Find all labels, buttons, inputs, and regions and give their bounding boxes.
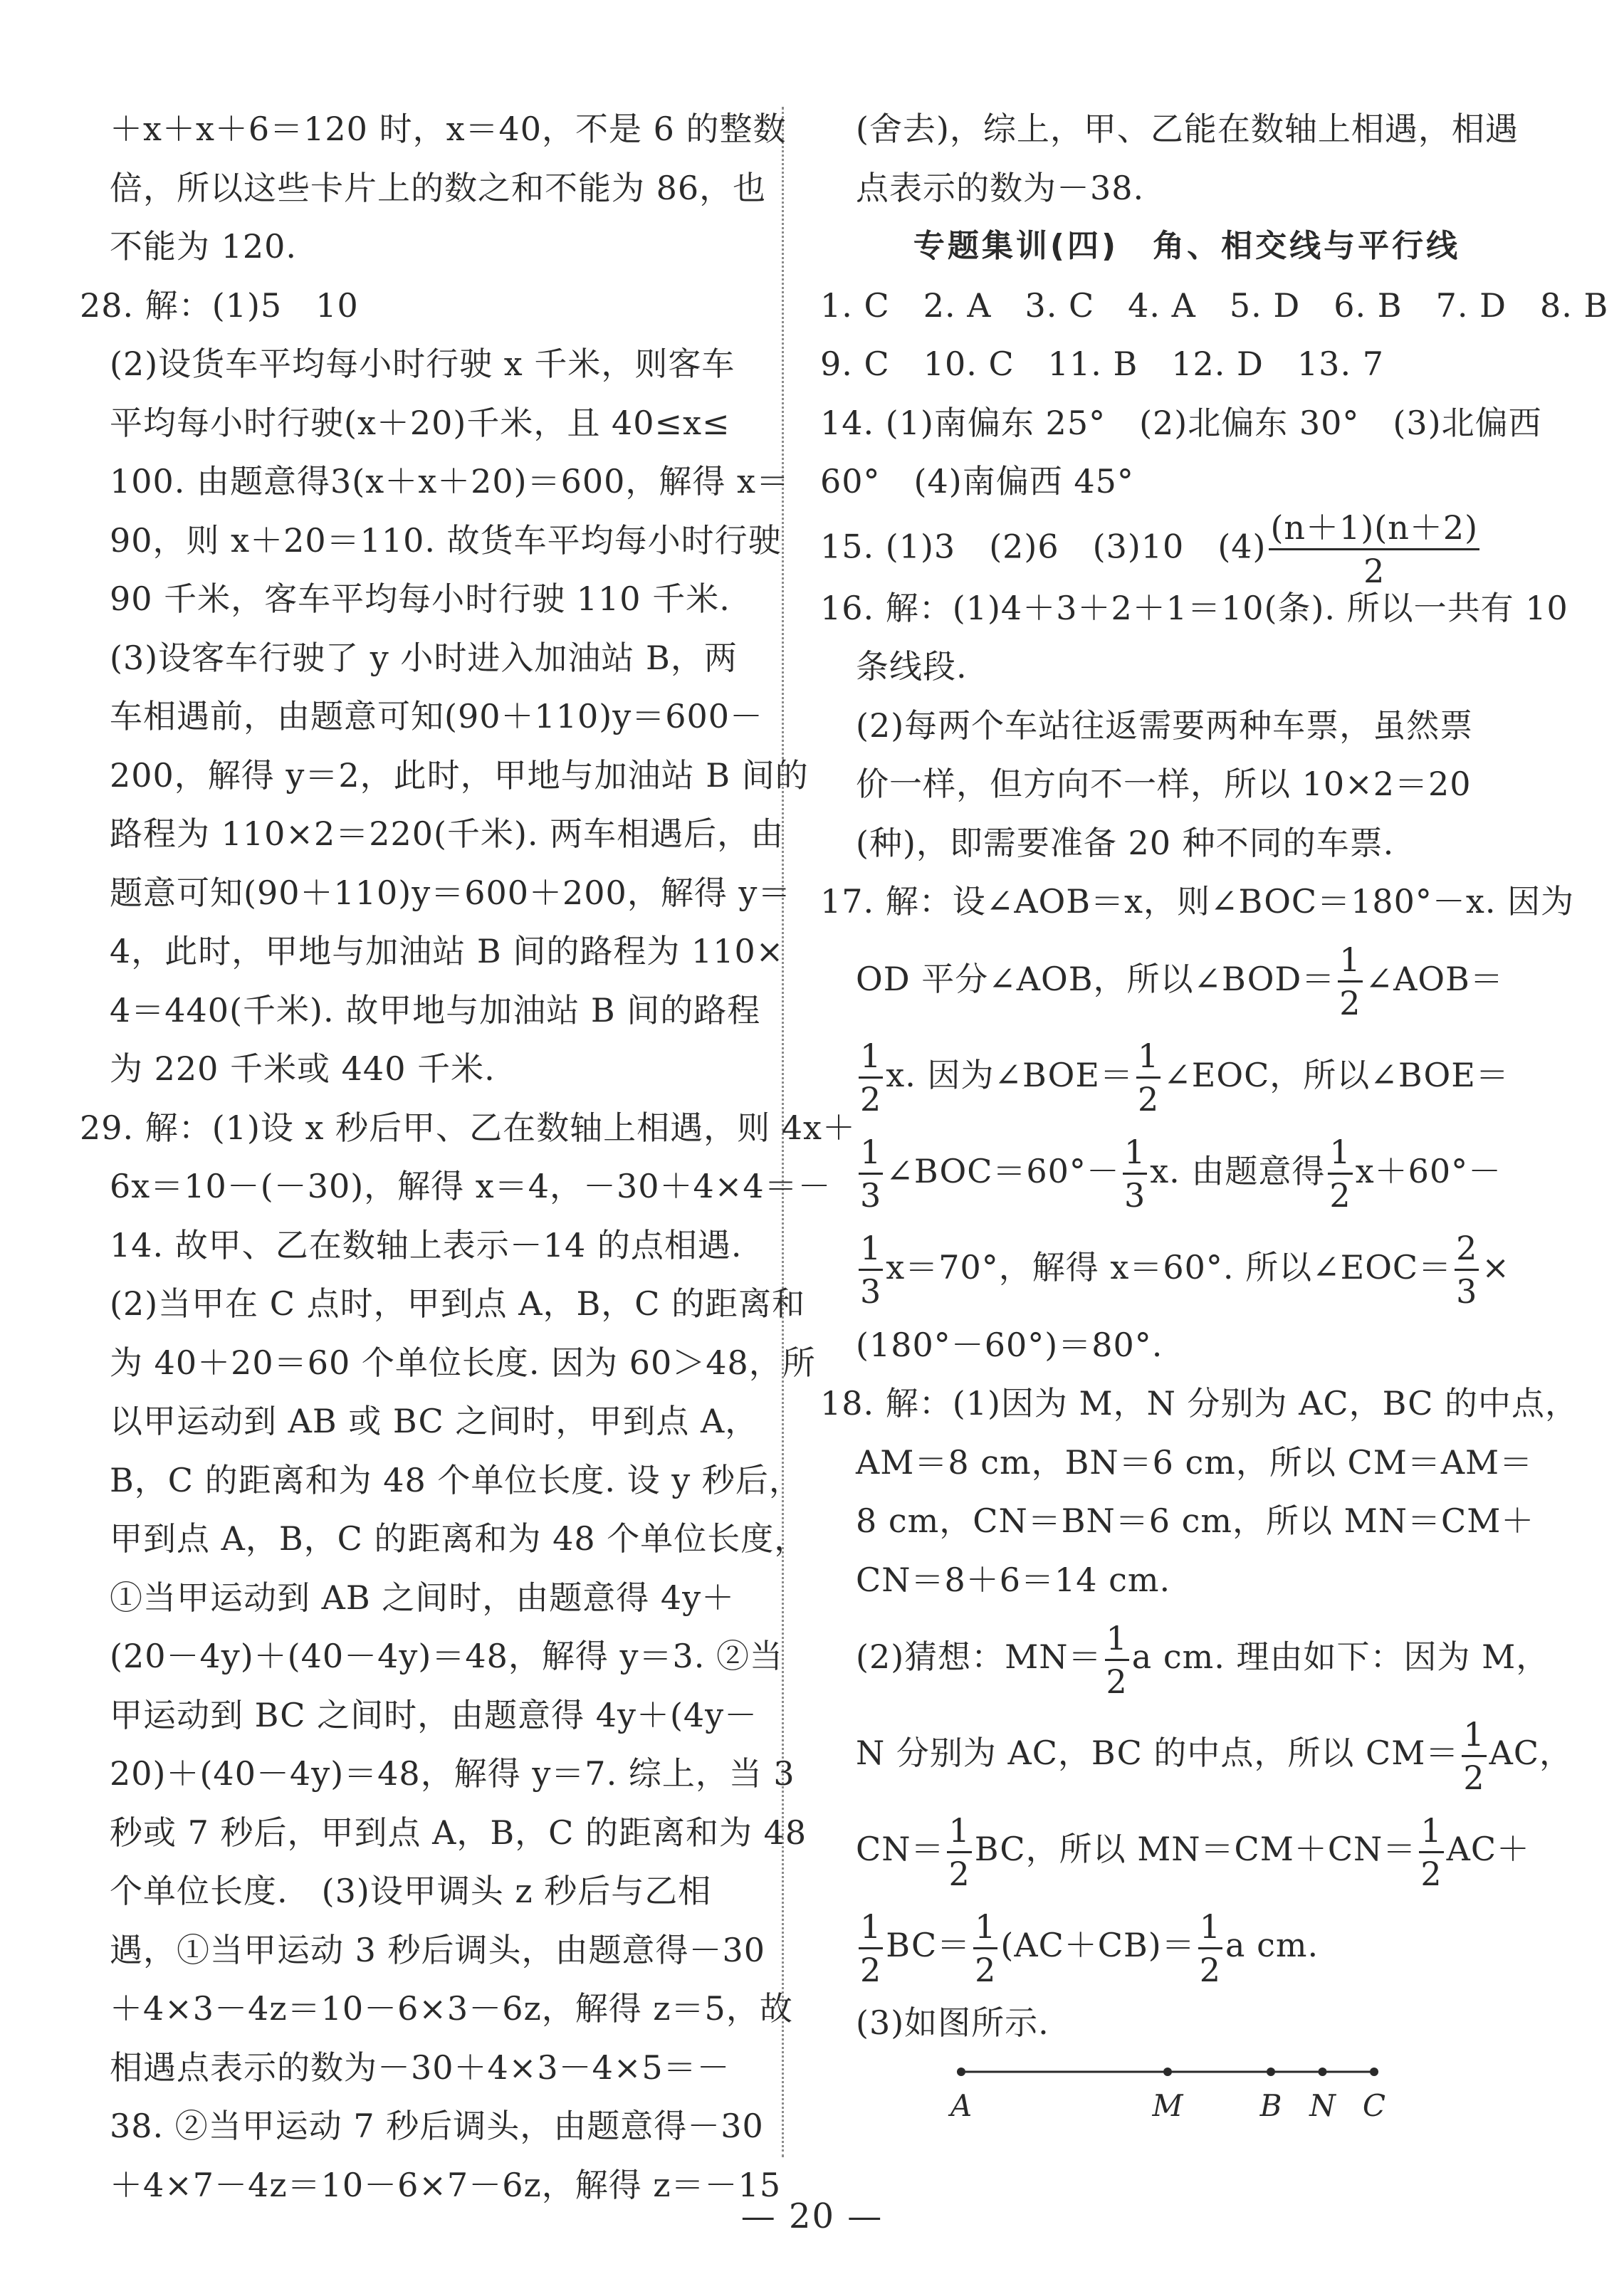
q15-prefix: 15. (1)3 (2)6 (3)10 (4) — [820, 527, 1267, 565]
fraction — [859, 1133, 883, 1215]
fraction-numerator: 1 — [973, 1910, 997, 1949]
fraction-denominator: 3 — [1456, 1272, 1478, 1311]
fraction-numerator: 1 — [1136, 1039, 1161, 1079]
fraction-numerator: 1 — [1198, 1910, 1222, 1949]
fraction — [973, 1907, 997, 1989]
text-line: (2)设货车平均每小时行驶 x 千米，则客车 — [110, 345, 735, 383]
text-line: 甲运动到 BC 之间时，由题意得 4y＋(4y－ — [110, 1695, 758, 1734]
fraction-numerator: 1 — [1338, 943, 1362, 983]
fraction-denominator: 2 — [1199, 1950, 1222, 1989]
fraction-numerator: 1 — [859, 1232, 883, 1271]
text-fragment: AC＋ — [1446, 1830, 1531, 1868]
text-line: 路程为 110×2＝220(千米). 两车相遇后，由 — [110, 814, 785, 853]
fraction-numerator: 1 — [1328, 1136, 1352, 1175]
fraction-numerator: 1 — [1105, 1622, 1129, 1661]
question-line: 29. 解：(1)设 x 秒后甲、乙在数轴上相遇，则 4x＋ — [80, 1108, 856, 1147]
point-m-label: M — [1152, 2088, 1183, 2123]
fraction-numerator: 1 — [859, 1910, 883, 1949]
text-line: 14. (1)南偏东 25° (2)北偏东 30° (3)北偏西 — [820, 403, 1542, 442]
text-line: 甲到点 A，B，C 的距离和为 48 个单位长度， — [110, 1519, 808, 1558]
fraction — [1462, 1714, 1486, 1797]
text-fragment: x. 由题意得 — [1150, 1151, 1326, 1190]
text-line: 200，解得 y＝2，此时，甲地与加油站 B 间的 — [110, 755, 809, 795]
point-a-dot — [957, 2068, 965, 2076]
text-fragment: × — [1482, 1247, 1510, 1287]
point-b-label: B — [1259, 2088, 1282, 2123]
text-line: 60° (4)南偏西 45° — [820, 462, 1134, 501]
text-fragment: a cm. 理由如下：因为 M， — [1131, 1638, 1550, 1676]
text-line — [820, 1220, 1554, 1316]
text-fragment: (AC＋CB)＝ — [1000, 1926, 1195, 1964]
text-line: (180°－60°)＝80°. — [856, 1325, 1163, 1364]
point-n-label: N — [1309, 2088, 1336, 2123]
text-line — [820, 1705, 1573, 1801]
fraction-denominator: 2 — [1339, 984, 1361, 1022]
text-line: (3)设客车行驶了 y 小时进入加油站 B，两 — [110, 638, 738, 677]
fraction — [1105, 1618, 1129, 1701]
text-line: 价一样，但方向不一样，所以 10×2＝20 — [856, 765, 1472, 803]
text-line — [820, 508, 1554, 590]
text-line — [820, 931, 1554, 1027]
text-line: (2)每两个车站往返需要两种车票，虽然票 — [856, 706, 1474, 745]
text-line: (3)如图所示. — [856, 2003, 1049, 2042]
fraction — [947, 1811, 971, 1893]
point-a-label: A — [950, 2088, 973, 2123]
answer-line: 9. C 10. C 11. B 12. D 13. 7 — [820, 345, 1384, 383]
fraction-denominator: 2 — [1106, 1662, 1128, 1701]
fraction — [1328, 1133, 1352, 1215]
text-line: 为 40＋20＝60 个单位长度. 因为 60＞48，所 — [110, 1343, 816, 1382]
point-c-label: C — [1362, 2088, 1386, 2123]
fraction-denominator: 3 — [860, 1176, 882, 1215]
point-n-dot — [1319, 2068, 1327, 2076]
fraction — [1123, 1133, 1147, 1215]
text-line: 4＝440(千米). 故甲地与加油站 B 间的路程 — [110, 990, 761, 1029]
text-fragment: ∠AOB＝ — [1365, 959, 1504, 998]
fraction — [859, 1229, 883, 1311]
text-line: (20－4y)＋(40－4y)＝48，解得 y＝3. ②当 — [110, 1637, 784, 1675]
fraction — [1198, 1907, 1222, 1989]
text-line: 8 cm，CN＝BN＝6 cm，所以 MN＝CM＋ — [856, 1502, 1535, 1540]
text-line: 100. 由题意得3(x＋x＋20)＝600，解得 x＝ — [110, 462, 790, 501]
text-line: ＋4×7－4z＝10－6×7－6z，解得 z＝－15 — [110, 2165, 782, 2204]
fraction-denominator: 2 — [1137, 1080, 1160, 1118]
text-line — [820, 1897, 1554, 1993]
text-fragment: x. 因为∠BOE＝ — [886, 1055, 1133, 1094]
fraction-denominator: 2 — [1463, 1758, 1485, 1797]
fraction — [859, 1907, 883, 1989]
right-column — [820, 100, 1609, 2053]
text-line: 38. ②当甲运动 7 秒后调头，由题意得－30 — [110, 2107, 764, 2145]
text-line: 16. 解：(1)4＋3＋2＋1＝10(条). 所以一共有 10 — [820, 588, 1568, 627]
fraction-denominator: 3 — [1123, 1176, 1146, 1215]
text-line: (舍去)，综上，甲、乙能在数轴上相遇，相遇 — [856, 110, 1519, 148]
text-fragment: AC， — [1489, 1734, 1573, 1772]
text-fragment: BC＝ — [886, 1926, 971, 1964]
segment-figure — [947, 2050, 1388, 2136]
fraction-denominator: 2 — [1329, 1176, 1351, 1215]
text-fragment: (2)猜想：MN＝ — [856, 1638, 1102, 1676]
text-fragment: ∠BOC＝60°－ — [886, 1151, 1120, 1190]
question-line: 28. 解：(1)5 10 — [80, 285, 359, 325]
text-line: ＋x＋x＋6＝120 时，x＝40，不是 6 的整数 — [110, 110, 787, 148]
text-line: CN＝8＋6＝14 cm. — [856, 1560, 1171, 1599]
text-line: B，C 的距离和为 48 个单位长度. 设 y 秒后， — [110, 1460, 802, 1499]
text-line: 为 220 千米或 440 千米. — [110, 1049, 496, 1088]
text-line: 倍，所以这些卡片上的数之和不能为 86，也 — [110, 168, 767, 207]
text-line: 4，此时，甲地与加油站 B 间的路程为 110× — [110, 932, 785, 970]
fraction — [1136, 1039, 1161, 1116]
text-line: 90 千米，客车平均每小时行驶 110 千米. — [110, 580, 730, 618]
text-line: 秒或 7 秒后，甲到点 A，B，C 的距离和为 48 — [110, 1813, 807, 1852]
text-line — [820, 1609, 1554, 1705]
text-fragment: ∠EOC，所以∠BOE＝ — [1163, 1055, 1509, 1094]
text-fragment: x＝70°，解得 x＝60°. 所以∠EOC＝ — [886, 1247, 1452, 1287]
fraction — [1338, 940, 1362, 1022]
fraction-denominator: 2 — [860, 1950, 882, 1989]
text-fragment: a cm. — [1225, 1926, 1319, 1964]
fraction — [1455, 1229, 1479, 1311]
text-line: 车相遇前，由题意可知(90＋110)y＝600－ — [110, 697, 764, 735]
left-column — [80, 100, 856, 2214]
point-b-dot — [1267, 2068, 1275, 2076]
text-line: 6x＝10－(－30)，解得 x＝4，－30＋4×4＝－ — [110, 1167, 832, 1205]
text-fragment: x＋60°－ — [1355, 1151, 1502, 1190]
text-line: 20)＋(40－4y)＝48，解得 y＝7. 综上，当 3 — [110, 1754, 795, 1793]
text-line: 点表示的数为－38. — [856, 168, 1145, 207]
fraction-denominator: 2 — [860, 1080, 882, 1118]
text-fragment: N 分别为 AC，BC 的中点，所以 CM＝ — [856, 1734, 1460, 1772]
text-line: 不能为 120. — [110, 227, 298, 266]
point-c-dot — [1370, 2068, 1378, 2076]
text-line: ＋4×3－4z＝10－6×3－6z，解得 z＝5，故 — [110, 1989, 793, 2028]
text-line: 题意可知(90＋110)y＝600＋200，解得 y＝ — [110, 873, 792, 912]
text-line: 条线段. — [856, 647, 968, 686]
text-line: ①当甲运动到 AB 之间时，由题意得 4y＋ — [110, 1578, 735, 1617]
text-line: 相遇点表示的数为－30＋4×3－4×5＝－ — [110, 2048, 730, 2087]
fraction-denominator: 2 — [1363, 551, 1385, 590]
fraction-numerator: (n＋1)(n＋2) — [1269, 511, 1479, 550]
fraction-numerator: 1 — [859, 1136, 883, 1175]
fraction-numerator: 1 — [947, 1814, 971, 1853]
fraction-numerator: 1 — [1123, 1136, 1147, 1175]
fraction-numerator: 2 — [1455, 1232, 1479, 1271]
text-fragment: CN＝ — [856, 1830, 945, 1868]
text-line: 个单位长度. (3)设甲调头 z 秒后与乙相 — [110, 1872, 712, 1910]
text-line — [820, 1027, 1554, 1123]
fraction — [859, 1039, 883, 1116]
text-line: 14. 故甲、乙在数轴上表示－14 的点相遇. — [110, 1225, 743, 1264]
fraction — [1419, 1811, 1443, 1893]
fraction-denominator: 2 — [1420, 1854, 1442, 1893]
fraction-denominator: 2 — [948, 1854, 970, 1893]
text-line: (种)，即需要准备 20 种不同的车票. — [856, 823, 1395, 862]
text-fragment: BC，所以 MN＝CM＋CN＝ — [974, 1830, 1417, 1868]
text-line: (2)当甲在 C 点时，甲到点 A，B，C 的距离和 — [110, 1284, 806, 1323]
fraction-numerator: 1 — [1462, 1718, 1486, 1757]
text-fragment: OD 平分∠AOB，所以∠BOD＝ — [856, 959, 1336, 998]
text-line — [820, 1801, 1554, 1897]
fraction-denominator: 3 — [860, 1272, 882, 1311]
section-heading: 专题集训(四) 角、相交线与平行线 — [913, 228, 1461, 264]
point-m-dot — [1163, 2068, 1172, 2076]
text-line: 17. 解：设∠AOB＝x，则∠BOC＝180°－x. 因为 — [820, 882, 1575, 921]
fraction — [1269, 508, 1479, 590]
fraction-denominator: 2 — [975, 1950, 997, 1989]
text-line: 以甲运动到 AB 或 BC 之间时，甲到点 A， — [110, 1402, 759, 1440]
text-line: 遇，①当甲运动 3 秒后调头，由题意得－30 — [110, 1930, 766, 1969]
answer-line: 1. C 2. A 3. C 4. A 5. D 6. B 7. D 8. B — [820, 285, 1609, 325]
text-line — [820, 1123, 1554, 1220]
text-line: AM＝8 cm，BN＝6 cm，所以 CM＝AM＝ — [856, 1442, 1534, 1482]
fraction-numerator: 1 — [1419, 1814, 1443, 1853]
text-line: 18. 解：(1)因为 M，N 分别为 AC，BC 的中点， — [820, 1384, 1579, 1422]
text-line: 90，则 x＋20＝110. 故货车平均每小时行驶 — [110, 520, 782, 560]
page-number: — 20 — — [740, 2196, 884, 2236]
fraction-numerator: 1 — [859, 1039, 883, 1079]
text-line: 平均每小时行驶(x＋20)千米，且 40≤x≤ — [110, 403, 730, 442]
